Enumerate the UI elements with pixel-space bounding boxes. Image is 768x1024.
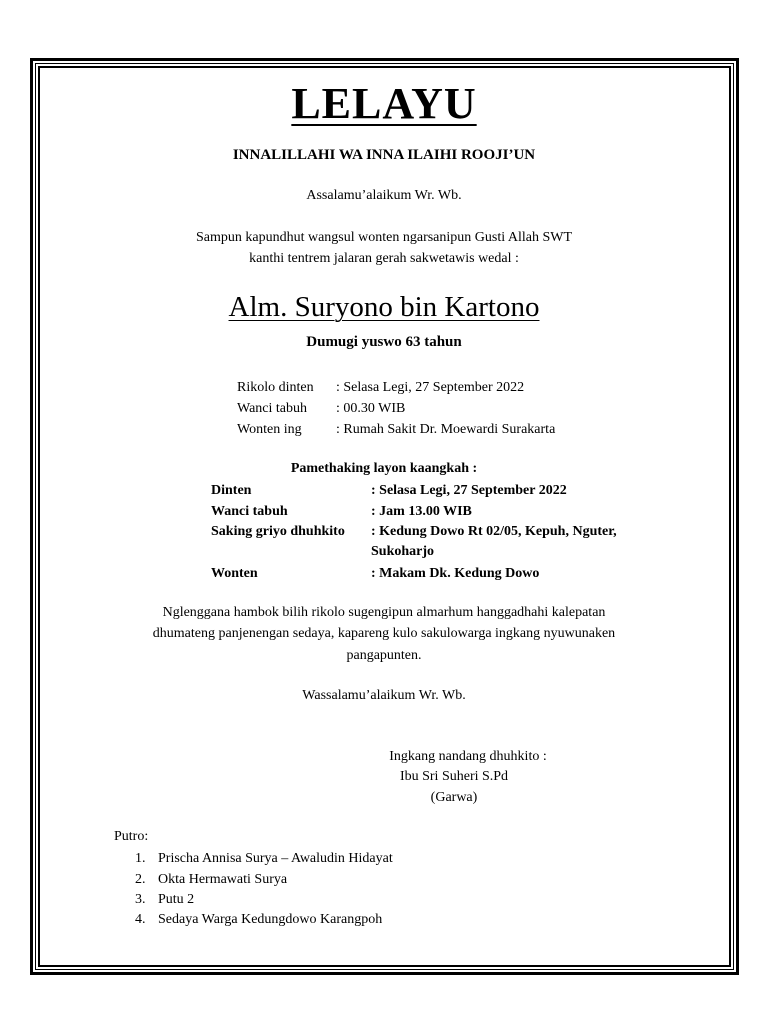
signature-heading: Ingkang nandang dhuhkito : [389, 749, 547, 764]
death-info-label: Rikolo dinten [237, 380, 314, 395]
list-item [0, 872, 768, 892]
funeral-schedule-title: Pamethaking layon kaangkah : [290, 461, 478, 476]
funeral-row [0, 483, 768, 503]
list-item [0, 912, 768, 932]
deceased-name: Alm. Suryono bin Kartono [228, 291, 540, 323]
death-info-value: : Selasa Legi, 27 September 2022 [336, 380, 525, 395]
closing-line-2: dhumateng panjenengan sedaya, kapareng kulo sakulowarga ingkang nyuwunaken [152, 626, 616, 641]
death-info-value: : Rumah Sakit Dr. Moewardi Surakarta [336, 422, 556, 437]
list-item-number: 4. [135, 912, 146, 927]
funeral-value: : Kedung Dowo Rt 02/05, Kepuh, Nguter, [371, 524, 617, 539]
death-info-row [0, 380, 768, 400]
death-info-label: Wonten ing [237, 422, 302, 437]
funeral-value: : Makam Dk. Kedung Dowo [371, 566, 540, 581]
funeral-row [0, 504, 768, 524]
list-item [0, 892, 768, 912]
closing-salam: Wassalamu’alaikum Wr. Wb. [302, 688, 466, 703]
death-info-row [0, 401, 768, 421]
funeral-label: Saking griyo dhuhkito [211, 524, 345, 539]
death-info-value: : 00.30 WIB [336, 401, 406, 416]
page-title: LELAYU [291, 79, 477, 128]
death-info-row [0, 422, 768, 442]
list-item-text: Okta Hermawati Surya [158, 872, 288, 887]
funeral-label: Wonten [211, 566, 258, 581]
funeral-value: : Jam 13.00 WIB [371, 504, 472, 519]
list-item-text: Prischa Annisa Surya – Awaludin Hidayat [158, 851, 393, 866]
death-info-label: Wanci tabuh [237, 401, 308, 416]
funeral-value: : Selasa Legi, 27 September 2022 [371, 483, 567, 498]
funeral-label: Wanci tabuh [211, 504, 288, 519]
signature-relation: (Garwa) [430, 790, 478, 805]
closing-line-1: Nglenggana hambok bilih rikolo sugengipun almarhum hanggadhahi kalepatan [162, 605, 606, 620]
subtitle: INNALILLAHI WA INNA ILAIHI ROOJI’UN [232, 147, 536, 163]
funeral-value-continued: Sukoharjo [371, 544, 435, 559]
list-item-text: Sedaya Warga Kedungdowo Karangpoh [158, 912, 383, 927]
funeral-label: Dinten [211, 483, 252, 498]
list-item-number: 1. [135, 851, 146, 866]
deceased-age: Dumugi yuswo 63 tahun [306, 334, 462, 350]
closing-line-3: pangapunten. [346, 648, 422, 663]
list-item-number: 3. [135, 892, 146, 907]
funeral-row [0, 566, 768, 586]
intro-line-2: kanthi tentrem jalaran gerah sakwetawis wedal : [249, 251, 519, 266]
list-item-number: 2. [135, 872, 146, 887]
funeral-row [0, 524, 768, 564]
children-label: Putro: [114, 829, 149, 844]
list-item-text: Putu 2 [158, 892, 195, 907]
intro-line-1: Sampun kapundhut wangsul wonten ngarsanipun Gusti Allah SWT [195, 230, 573, 245]
greeting: Assalamu’alaikum Wr. Wb. [306, 188, 462, 203]
list-item [0, 851, 768, 871]
signature-name: Ibu Sri Suheri S.Pd [399, 769, 509, 784]
